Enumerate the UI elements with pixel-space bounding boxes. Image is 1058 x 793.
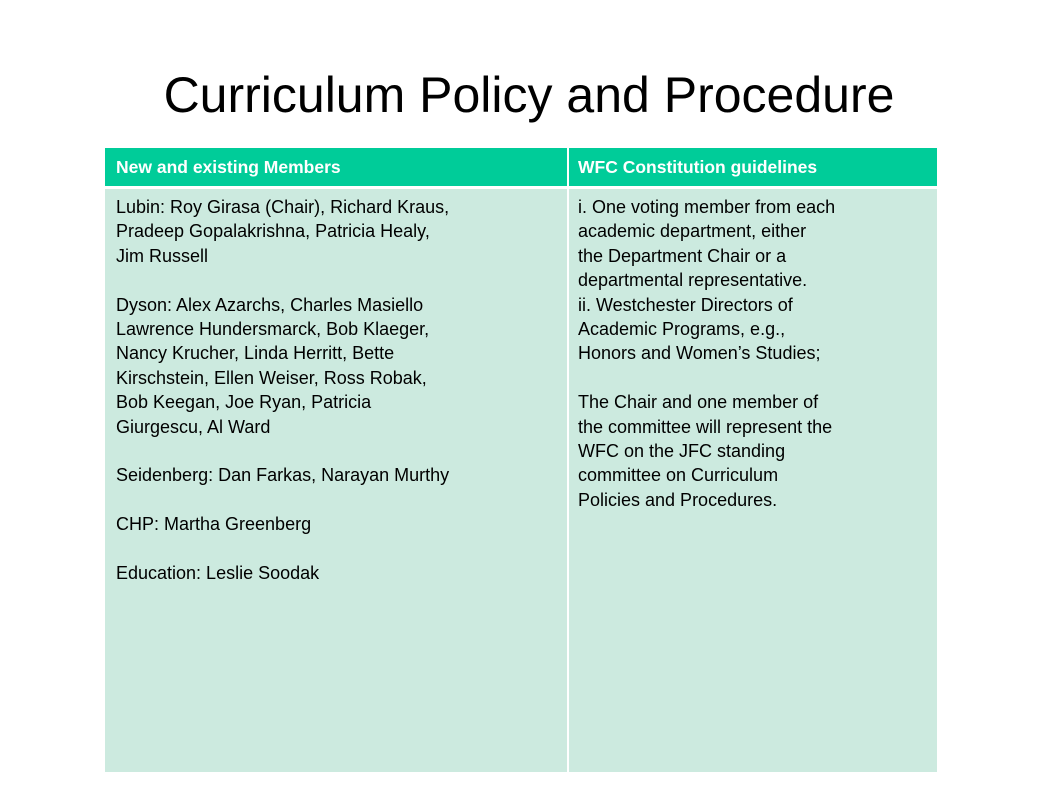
committee-table [105, 148, 937, 772]
column-divider [567, 148, 569, 772]
guidelines-cell [578, 195, 932, 512]
slide-title: Curriculum Policy and Procedure [163, 67, 895, 123]
members-cell [116, 195, 566, 585]
members-chp: CHP: Martha Greenberg [116, 514, 312, 535]
table-header-row [105, 148, 937, 186]
guideline-item-i: i. One voting member from each academic department, either the Department Chair or a departmental representative. [578, 197, 836, 291]
members-lubin: Lubin: Roy Girasa (Chair), Richard Kraus, Pradeep Gopalakrishna, Patricia Healy, Jim Russell [116, 197, 450, 266]
header-divider [105, 186, 937, 189]
header-members: New and existing Members [116, 157, 341, 177]
members-education: Education: Leslie Soodak [116, 563, 320, 584]
guideline-item-ii: ii. Westchester Directors of Academic Programs, e.g., Honors and Women’s Studies; [578, 294, 821, 364]
guideline-chair-note: The Chair and one member of the committee will represent the WFC on the JFC standing committee on Curriculum Policies and Procedures. [578, 392, 833, 510]
members-dyson: Dyson: Alex Azarchs, Charles Masiello Lawrence Hundersmarck, Bob Klaeger, Nancy Krucher, Linda Herritt, Bette Kirschstein, Ellen Weiser, Ross Robak, Bob Keegan, Joe Ryan, Patricia Giurgescu, Al Ward [116, 294, 430, 437]
header-guidelines: WFC Constitution guidelines [578, 157, 818, 177]
members-seidenberg: Seidenberg: Dan Farkas, Narayan Murthy [116, 465, 450, 486]
